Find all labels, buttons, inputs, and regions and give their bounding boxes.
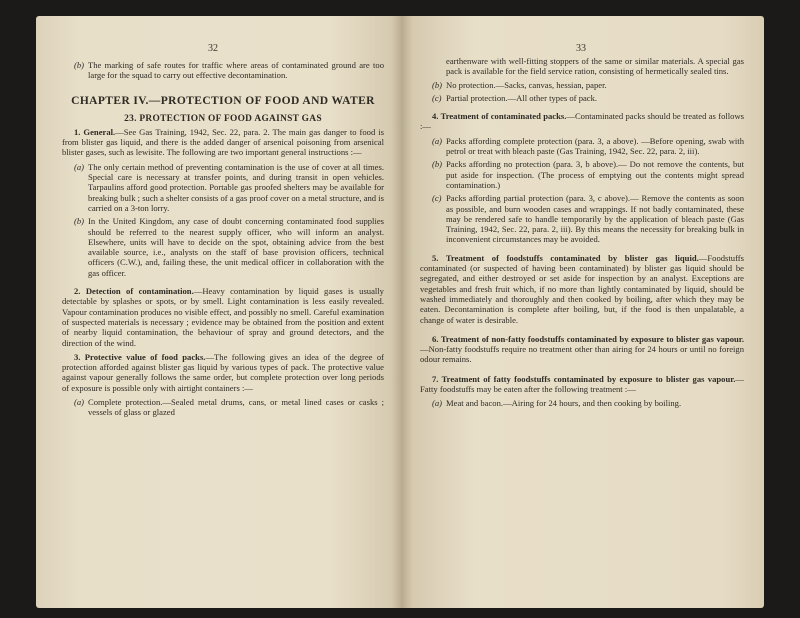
paragraph-text: —Contaminated packs should be treated as follows :—	[420, 111, 744, 132]
paragraph-general	[62, 127, 384, 158]
list-item	[420, 398, 744, 408]
right-page	[402, 16, 764, 608]
item-text: The marking of safe routes for traffic where areas of contaminated ground are too large for the squad to carry out effective decontamination.	[88, 60, 384, 81]
item-text: Partial protection.—All other types of pack.	[446, 92, 598, 103]
item-label: (a)	[74, 161, 85, 172]
item-label: (c)	[432, 193, 442, 204]
list-item	[62, 162, 384, 213]
item-text: Packs affording complete protection (para. 3, a above). —Before opening, swab with petrol or treat with bleach paste (Gas Training, 1942, Sec. 22, para. 2, iii).	[446, 135, 744, 157]
open-booklet	[36, 16, 764, 608]
item-label: (a)	[432, 135, 443, 146]
paragraph-detection	[62, 286, 384, 348]
list-item	[420, 159, 744, 190]
item-text: In the United Kingdom, any case of doubt concerning contaminated food supplies should be referred to the nearest supply officer, who will inform an analyst. Elsewhere, units will have to decide on the spot, obtaining advice from the best available source, i.e., analysts on the staff of base provision officers, technical officers (C.W.), and, failing these, the unit medical officer in collaboration with the gas officer.	[88, 216, 384, 278]
item-text: earthenware with well-fitting stoppers of the same or similar materials. A special gas pack is available for the field service ration, consisting of hermetically sealed tins.	[446, 56, 744, 77]
item-text: The only certain method of preventing contamination is the use of cover at all times. Special care is necessary at transfer points, and during transit in open vehicles. Tarpaulins afford good protection. Portable gas proofed shelters may be available for breaking bulk ; such a shelter consists of a gas proof cover on a metal structure, and is carried on a 3-ton lorry.	[88, 161, 384, 213]
item-label: (b)	[432, 79, 443, 90]
section-title: 23. PROTECTION OF FOOD AGAINST GAS	[124, 113, 322, 124]
paragraph-text: —Foodstuffs contaminated (or suspected of having been contaminated) by blister gas liquid should be segregated, and either destroyed or set aside for inspection by an analyst. Exceptions are vegetables and fresh fruit which, if no more than lightly contaminated by liquid, should be washed immediately and thoroughly and then cooked by boiling, after which they may be eaten. Decontamination is complete after boiling, but, if the food is then unpalatable, a change of water is desirable.	[420, 252, 744, 325]
item-label: (b)	[74, 216, 85, 227]
paragraph-non-fatty	[420, 334, 744, 365]
item-label: (c)	[432, 92, 442, 103]
page-number-left: 32	[208, 43, 218, 54]
paragraph-text: —Fatty foodstuffs may be eaten after the following treatment :—	[420, 373, 744, 395]
list-item	[420, 136, 744, 157]
list-item	[420, 193, 744, 244]
list-item	[62, 60, 384, 81]
page-number-right: 33	[576, 43, 586, 54]
paragraph-heading: 2. Detection of contamination.	[74, 286, 194, 297]
paragraph-heading: 5. Treatment of foodstuffs contaminated by blister gas liquid.	[432, 252, 699, 263]
item-label: (b)	[74, 60, 85, 70]
paragraph-heading: 6. Treatment of non-fatty foodstuffs contaminated by exposure to blister gas vapour.	[432, 333, 744, 344]
left-page-text	[62, 42, 384, 418]
paragraph-heading: 4. Treatment of contaminated packs.	[432, 111, 567, 122]
paragraph-text: —The following gives an idea of the degree of protection afforded against blister gas liquid by various types of pack. The protective value against vapour generally follows the same order, but complete protection over long periods of exposure is possible only with airtight containers :—	[62, 351, 384, 393]
paragraph-blister-liquid	[420, 253, 744, 325]
left-page	[36, 16, 402, 608]
paragraph-heading: 3. Protective value of food packs.	[74, 351, 206, 362]
paragraph-text: —See Gas Training, 1942, Sec. 22, para. 2. The main gas danger to food is from blister gas liquid, and there is the added danger of arsenical poisoning from arsenical blister gases, such as lewisite. The following are two important general instructions :—	[62, 126, 384, 158]
item-label: (a)	[74, 397, 85, 408]
paragraph-fatty	[420, 374, 744, 395]
paragraph-heading: 1. General.	[74, 126, 116, 137]
paragraph-protective-value	[62, 352, 384, 393]
item-label: (a)	[432, 398, 443, 409]
item-text: Packs affording partial protection (para. 3, c above).— Remove the contents as soon as possible, and burn wooden cases and wrappings. If not badly contaminated, these may be rendered safe to handle temporarily by the application of bleach paste (Gas Training, 1942, Sec. 22, para. 2, iii). By this means the necessity for breaking bulk in inconvenient circumstances may be avoided.	[446, 193, 744, 245]
paragraph-contaminated-packs	[420, 111, 744, 132]
list-item	[420, 80, 744, 90]
chapter-title: CHAPTER IV.—PROTECTION OF FOOD AND WATER	[71, 94, 375, 107]
paragraph-heading: 7. Treatment of fatty foodstuffs contaminated by exposure to blister gas vapour.	[432, 373, 736, 384]
item-text: No protection.—Sacks, canvas, hessian, paper.	[446, 79, 607, 90]
list-item	[62, 397, 384, 418]
paragraph-text: —Heavy contamination by liquid gases is usually detectable by splashes or spots, or by smell. Light contamination is less easily revealed. Vapour contamination produces no visible effect, and possibly no smell. Careful examination of suspected materials is necessary ; evidence may be obtained from the position and extent of nearby liquid contamination, the behaviour of spray and ground detectors, and the direction of the wind.	[62, 286, 384, 348]
list-item-continued	[420, 56, 744, 77]
item-text: Complete protection.—Sealed metal drums, cans, or metal lined cases or casks ; vessels of glass or glazed	[88, 397, 384, 418]
item-label: (b)	[432, 159, 443, 170]
list-item	[62, 216, 384, 278]
item-text: Packs affording no protection (para. 3, b above).— Do not remove the contents, but put aside for inspection. (The process of emptying out the contents might spread contamination.)	[446, 159, 744, 190]
item-text: Meat and bacon.—Airing for 24 hours, and then cooking by boiling.	[446, 398, 682, 409]
list-item	[420, 93, 744, 103]
right-page-text	[420, 42, 744, 409]
paragraph-text: —Non-fatty foodstuffs require no treatment other than airing for 24 hours or until no foreign odour remains.	[420, 344, 744, 365]
